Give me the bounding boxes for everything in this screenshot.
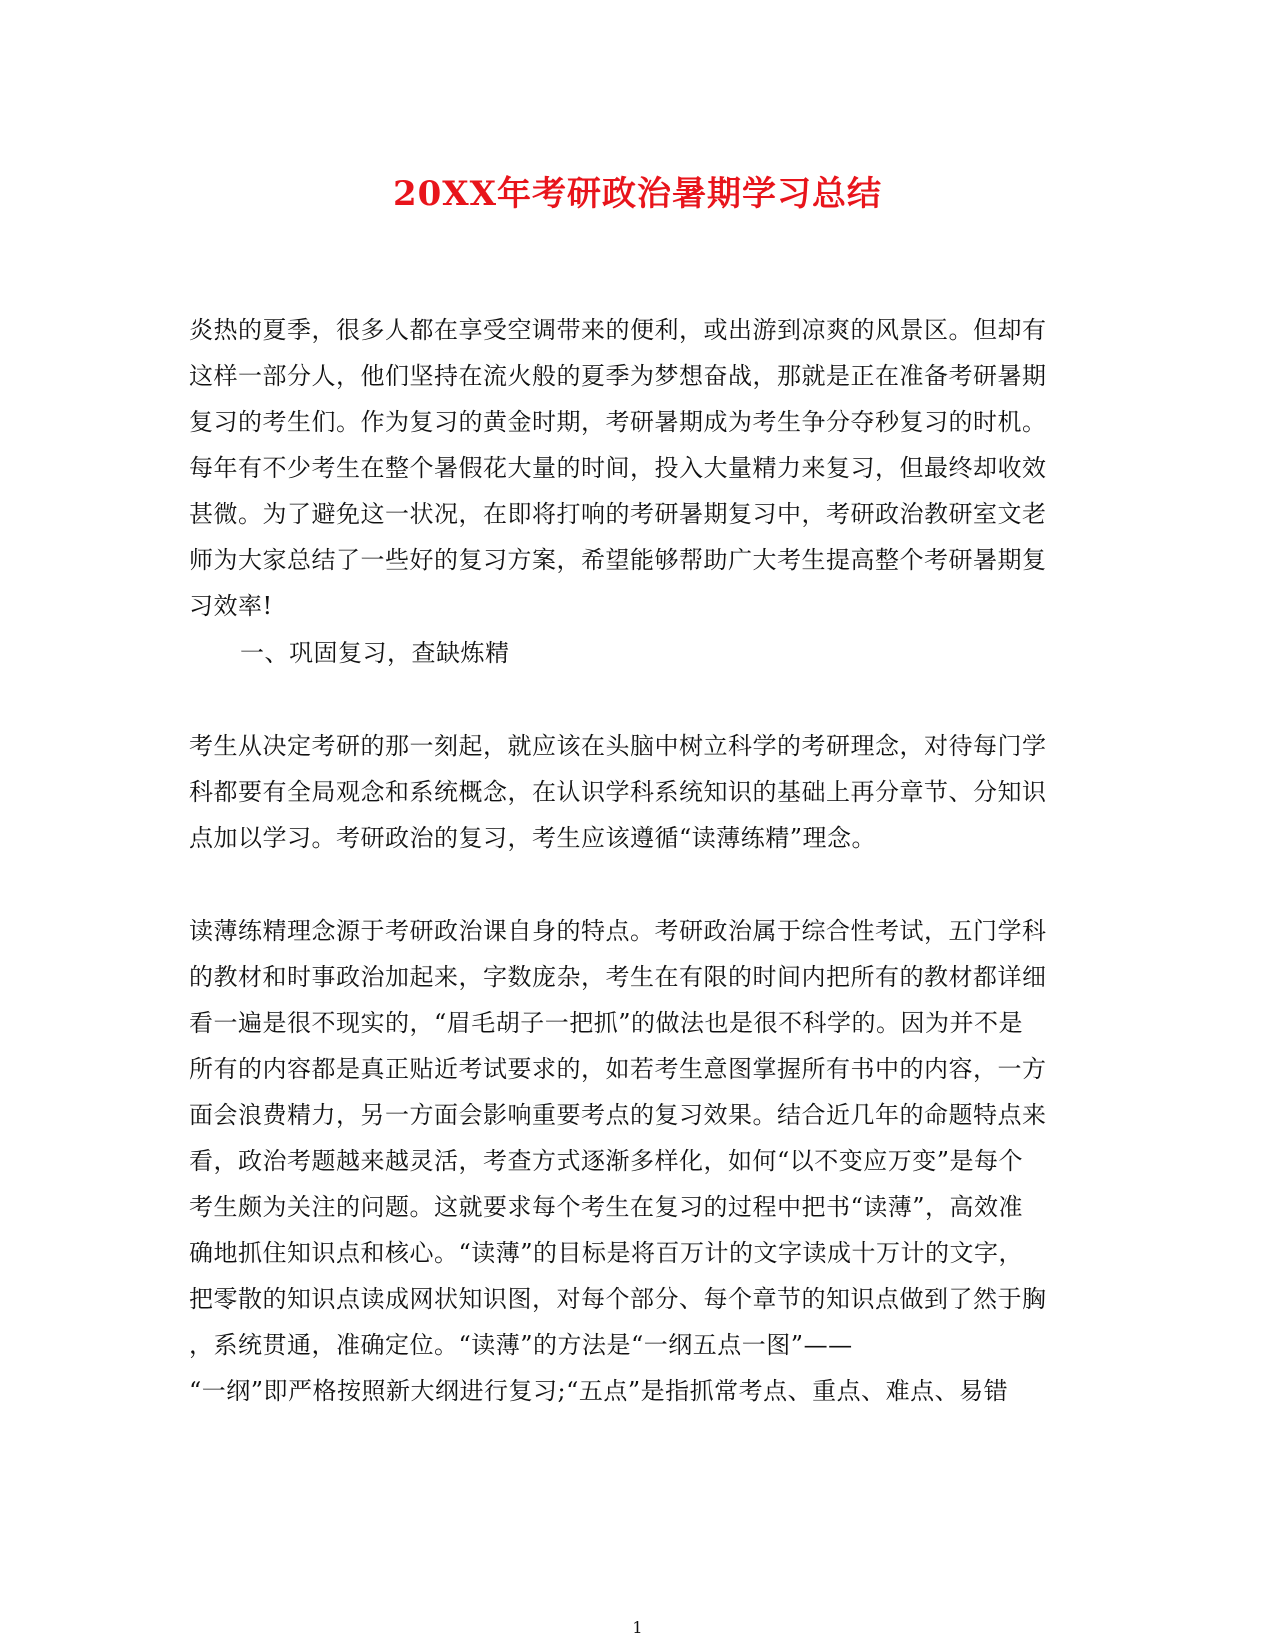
paragraph-3-line-7: 考生颇为关注的问题。这就要求每个考生在复习的过程中把书“读薄”，高效准: [189, 1193, 1024, 1221]
paragraph-3-line-2: 的教材和时事政治加起来，字数庞杂，考生在有限的时间内把所有的教材都详细: [189, 963, 1047, 991]
paragraph-1-line-3: 复习的考生们。作为复习的黄金时期，考研暑期成为考生争分夺秒复习的时机。: [189, 408, 1047, 436]
paragraph-3-line-6: 看，政治考题越来越灵活，考查方式逐渐多样化，如何“以不变应万变”是每个: [189, 1147, 1024, 1175]
paragraph-3-line-3: 看一遍是很不现实的，“眉毛胡子一把抓”的做法也是很不科学的。因为并不是: [189, 1009, 1024, 1037]
paragraph-3-line-10: ，系统贯通，准确定位。“读薄”的方法是“一纲五点一图”——: [189, 1331, 853, 1359]
paragraph-2-line-3: 点加以学习。考研政治的复习，考生应该遵循“读薄练精”理念。: [189, 824, 877, 852]
paragraph-3-line-5: 面会浪费精力，另一方面会影响重要考点的复习效果。结合近几年的命题特点来: [189, 1101, 1047, 1129]
paragraph-1-line-7: 习效率!: [189, 592, 273, 620]
paragraph-3-line-9: 把零散的知识点读成网状知识图，对每个部分、每个章节的知识点做到了然于胸: [189, 1285, 1047, 1313]
paragraph-2-line-1: 考生从决定考研的那一刻起，就应该在头脑中树立科学的考研理念，对待每门学: [189, 732, 1047, 760]
paragraph-3-line-4: 所有的内容都是真正贴近考试要求的，如若考生意图掌握所有书中的内容，一方: [189, 1055, 1047, 1083]
page-number: 1: [632, 1618, 643, 1637]
section-heading-1: 一、巩固复习，查缺炼精: [240, 639, 510, 667]
paragraph-1-line-6: 师为大家总结了一些好的复习方案，希望能够帮助广大考生提高整个考研暑期复: [189, 546, 1047, 574]
paragraph-3-line-1: 读薄练精理念源于考研政治课自身的特点。考研政治属于综合性考试，五门学科: [189, 917, 1047, 945]
paragraph-2-line-2: 科都要有全局观念和系统概念，在认识学科系统知识的基础上再分章节、分知识: [189, 778, 1047, 806]
paragraph-1-line-4: 每年有不少考生在整个暑假花大量的时间，投入大量精力来复习，但最终却收效: [189, 454, 1047, 482]
document-title: 20XX年考研政治暑期学习总结: [392, 174, 883, 214]
paragraph-3-line-8: 确地抓住知识点和核心。“读薄”的目标是将百万计的文字读成十万计的文字，: [189, 1239, 1024, 1267]
paragraph-1-line-5: 甚微。为了避免这一状况，在即将打响的考研暑期复习中，考研政治教研室文老: [189, 500, 1047, 528]
paragraph-3-line-11: “一纲”即严格按照新大纲进行复习;“五点”是指抓常考点、重点、难点、易错: [189, 1377, 1009, 1405]
paragraph-1-line-2: 这样一部分人，他们坚持在流火般的夏季为梦想奋战，那就是正在准备考研暑期: [189, 362, 1047, 390]
paragraph-1-line-1: 炎热的夏季，很多人都在享受空调带来的便利，或出游到凉爽的风景区。但却有: [189, 316, 1047, 344]
